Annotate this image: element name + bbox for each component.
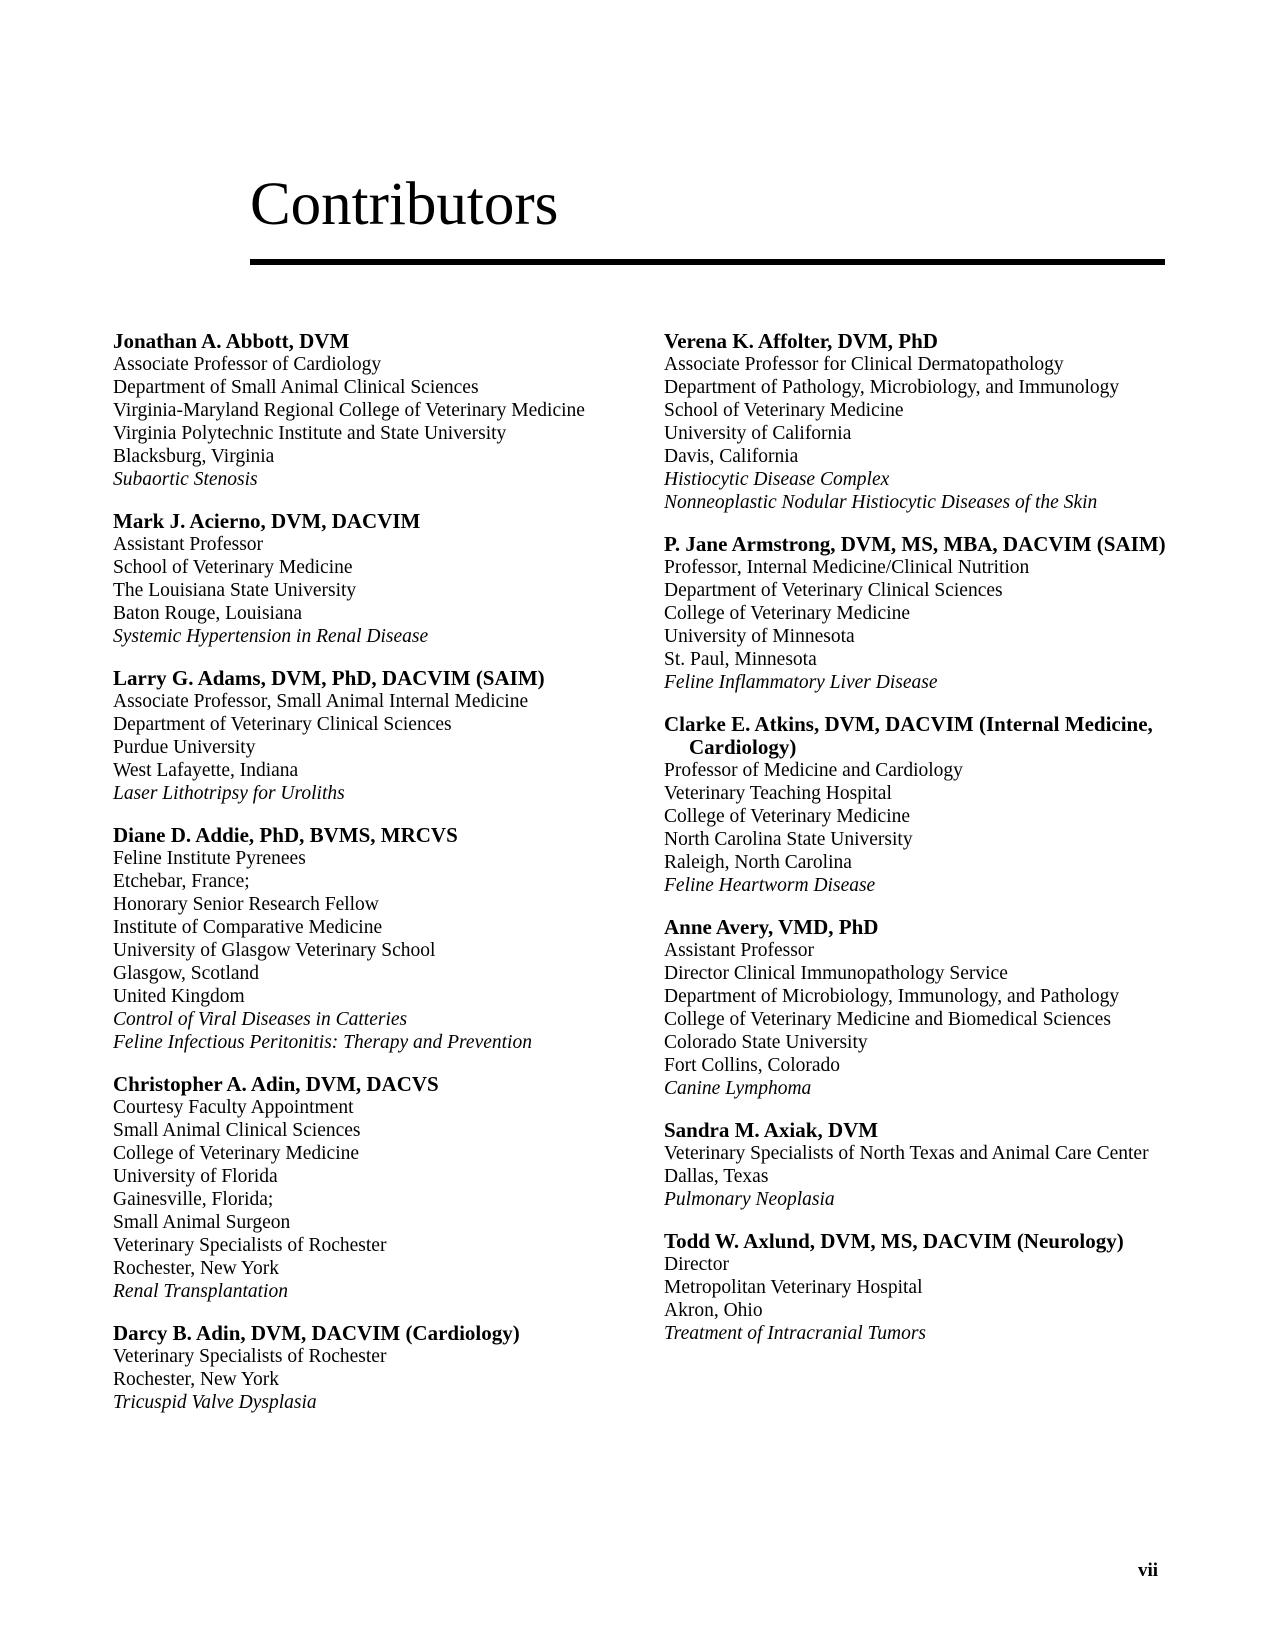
affiliation-line: Raleigh, North Carolina — [664, 852, 852, 873]
affiliation-line: Fort Collins, Colorado — [664, 1055, 841, 1076]
affiliation-line: College of Veterinary Medicine — [664, 603, 911, 624]
affiliation-line: University of Minnesota — [664, 626, 855, 647]
affiliation-line: Akron, Ohio — [664, 1300, 763, 1321]
contributor-entry — [664, 1230, 1174, 1345]
chapter-title: Systemic Hypertension in Renal Disease — [113, 626, 429, 647]
contributor-name: Darcy B. Adin, DVM, DACVIM (Cardiology) — [113, 1321, 520, 1345]
contributor-entry — [113, 510, 653, 648]
affiliation-line: United Kingdom — [113, 986, 245, 1007]
affiliation-line: Gainesville, Florida; — [113, 1189, 274, 1210]
affiliation-line: Department of Small Animal Clinical Sciences — [113, 377, 479, 398]
affiliation-line: University of Glasgow Veterinary School — [113, 940, 436, 961]
affiliation-line: Institute of Comparative Medicine — [113, 917, 383, 938]
chapter-title: Canine Lymphoma — [664, 1078, 812, 1099]
affiliation-line: Small Animal Clinical Sciences — [113, 1120, 361, 1141]
chapter-title: Pulmonary Neoplasia — [664, 1189, 835, 1210]
affiliation-line: Glasgow, Scotland — [113, 963, 260, 984]
affiliation-line: Associate Professor of Cardiology — [113, 354, 382, 375]
contributor-name: Sandra M. Axiak, DVM — [664, 1118, 879, 1142]
affiliation-line: Professor of Medicine and Cardiology — [664, 760, 963, 781]
contributor-entry — [664, 916, 1174, 1100]
affiliation-line: Etchebar, France; — [113, 871, 250, 892]
affiliation-line: Veterinary Specialists of North Texas and Animal Care Center — [664, 1143, 1149, 1164]
contributor-name: Todd W. Axlund, DVM, MS, DACVIM (Neurology) — [664, 1229, 1124, 1253]
chapter-title: Subaortic Stenosis — [113, 469, 258, 490]
affiliation-line: College of Veterinary Medicine — [664, 806, 911, 827]
title-rule — [250, 259, 1165, 265]
contributor-entry — [664, 1119, 1174, 1211]
contributor-name: Christopher A. Adin, DVM, DACVS — [113, 1072, 439, 1096]
affiliation-line: Colorado State University — [664, 1032, 868, 1053]
affiliation-line: Director — [664, 1254, 729, 1275]
affiliation-line: Veterinary Specialists of Rochester — [113, 1346, 387, 1367]
affiliation-line: Department of Veterinary Clinical Sciences — [664, 580, 1003, 601]
chapter-title: Tricuspid Valve Dysplasia — [113, 1392, 317, 1413]
affiliation-line: Baton Rouge, Louisiana — [113, 603, 303, 624]
affiliation-line: West Lafayette, Indiana — [113, 760, 299, 781]
affiliation-line: College of Veterinary Medicine and Biomedical Sciences — [664, 1009, 1111, 1030]
affiliation-line: Assistant Professor — [664, 940, 815, 961]
affiliation-line: Veterinary Teaching Hospital — [664, 783, 892, 804]
chapter-title: Control of Viral Diseases in Catteries — [113, 1009, 408, 1030]
contributor-entry — [113, 330, 653, 491]
chapter-title: Renal Transplantation — [113, 1281, 288, 1302]
chapter-title: Feline Heartworm Disease — [664, 875, 876, 896]
affiliation-line: University of Florida — [113, 1166, 278, 1187]
contributor-entry — [664, 330, 1174, 514]
chapter-title: Laser Lithotripsy for Uroliths — [113, 783, 345, 804]
contributor-entry — [113, 1322, 653, 1414]
affiliation-line: School of Veterinary Medicine — [113, 557, 353, 578]
chapter-title: Feline Inflammatory Liver Disease — [664, 672, 938, 693]
affiliation-line: Associate Professor, Small Animal Internal Medicine — [113, 691, 529, 712]
affiliation-line: The Louisiana State University — [113, 580, 357, 601]
chapter-title: Histiocytic Disease Complex — [664, 469, 890, 490]
contributor-entry — [113, 667, 653, 805]
contributor-name: Diane D. Addie, PhD, BVMS, MRCVS — [113, 823, 458, 847]
contributor-entry — [664, 533, 1174, 694]
chapter-title: Treatment of Intracranial Tumors — [664, 1323, 927, 1344]
affiliation-line: Virginia Polytechnic Institute and State University — [113, 423, 507, 444]
affiliation-line: Department of Microbiology, Immunology, and Pathology — [664, 986, 1120, 1007]
affiliation-line: Dallas, Texas — [664, 1166, 769, 1187]
page-number: vii — [1138, 1560, 1159, 1581]
contributor-name: Clarke E. Atkins, DVM, DACVIM (Internal Medicine, Cardiology) — [664, 712, 1153, 759]
contributors-column-right — [664, 330, 1174, 1364]
page-title: Contributors — [250, 171, 559, 238]
affiliation-line: University of California — [664, 423, 852, 444]
affiliation-line: Director Clinical Immunopathology Service — [664, 963, 1008, 984]
affiliation-line: Professor, Internal Medicine/Clinical Nutrition — [664, 557, 1030, 578]
affiliation-line: Feline Institute Pyrenees — [113, 848, 306, 869]
affiliation-line: Davis, California — [664, 446, 799, 467]
affiliation-line: Department of Veterinary Clinical Sciences — [113, 714, 452, 735]
affiliation-line: Courtesy Faculty Appointment — [113, 1097, 354, 1118]
affiliation-line: St. Paul, Minnesota — [664, 649, 817, 670]
contributor-name: Larry G. Adams, DVM, PhD, DACVIM (SAIM) — [113, 666, 545, 690]
affiliation-line: Veterinary Specialists of Rochester — [113, 1235, 387, 1256]
chapter-title: Feline Infectious Peritonitis: Therapy and Prevention — [113, 1032, 532, 1053]
contributor-name: Jonathan A. Abbott, DVM — [113, 329, 350, 353]
affiliation-line: Virginia-Maryland Regional College of Veterinary Medicine — [113, 400, 585, 421]
contributor-entry — [664, 713, 1174, 897]
contributor-entry — [113, 824, 653, 1054]
contributor-name: P. Jane Armstrong, DVM, MS, MBA, DACVIM (SAIM) — [664, 532, 1166, 556]
contributor-name: Anne Avery, VMD, PhD — [664, 915, 879, 939]
affiliation-line: College of Veterinary Medicine — [113, 1143, 360, 1164]
contributor-name: Verena K. Affolter, DVM, PhD — [664, 329, 938, 353]
chapter-title: Nonneoplastic Nodular Histiocytic Diseases of the Skin — [664, 492, 1098, 513]
contributors-column-left — [113, 330, 653, 1433]
contributor-name: Mark J. Acierno, DVM, DACVIM — [113, 509, 421, 533]
affiliation-line: Rochester, New York — [113, 1369, 280, 1390]
affiliation-line: North Carolina State University — [664, 829, 913, 850]
affiliation-line: School of Veterinary Medicine — [664, 400, 904, 421]
affiliation-line: Rochester, New York — [113, 1258, 280, 1279]
affiliation-line: Purdue University — [113, 737, 256, 758]
affiliation-line: Honorary Senior Research Fellow — [113, 894, 379, 915]
affiliation-line: Associate Professor for Clinical Dermatopathology — [664, 354, 1064, 375]
affiliation-line: Department of Pathology, Microbiology, and Immunology — [664, 377, 1120, 398]
contributor-entry — [113, 1073, 653, 1303]
affiliation-line: Assistant Professor — [113, 534, 264, 555]
affiliation-line: Small Animal Surgeon — [113, 1212, 291, 1233]
affiliation-line: Metropolitan Veterinary Hospital — [664, 1277, 923, 1298]
affiliation-line: Blacksburg, Virginia — [113, 446, 275, 467]
